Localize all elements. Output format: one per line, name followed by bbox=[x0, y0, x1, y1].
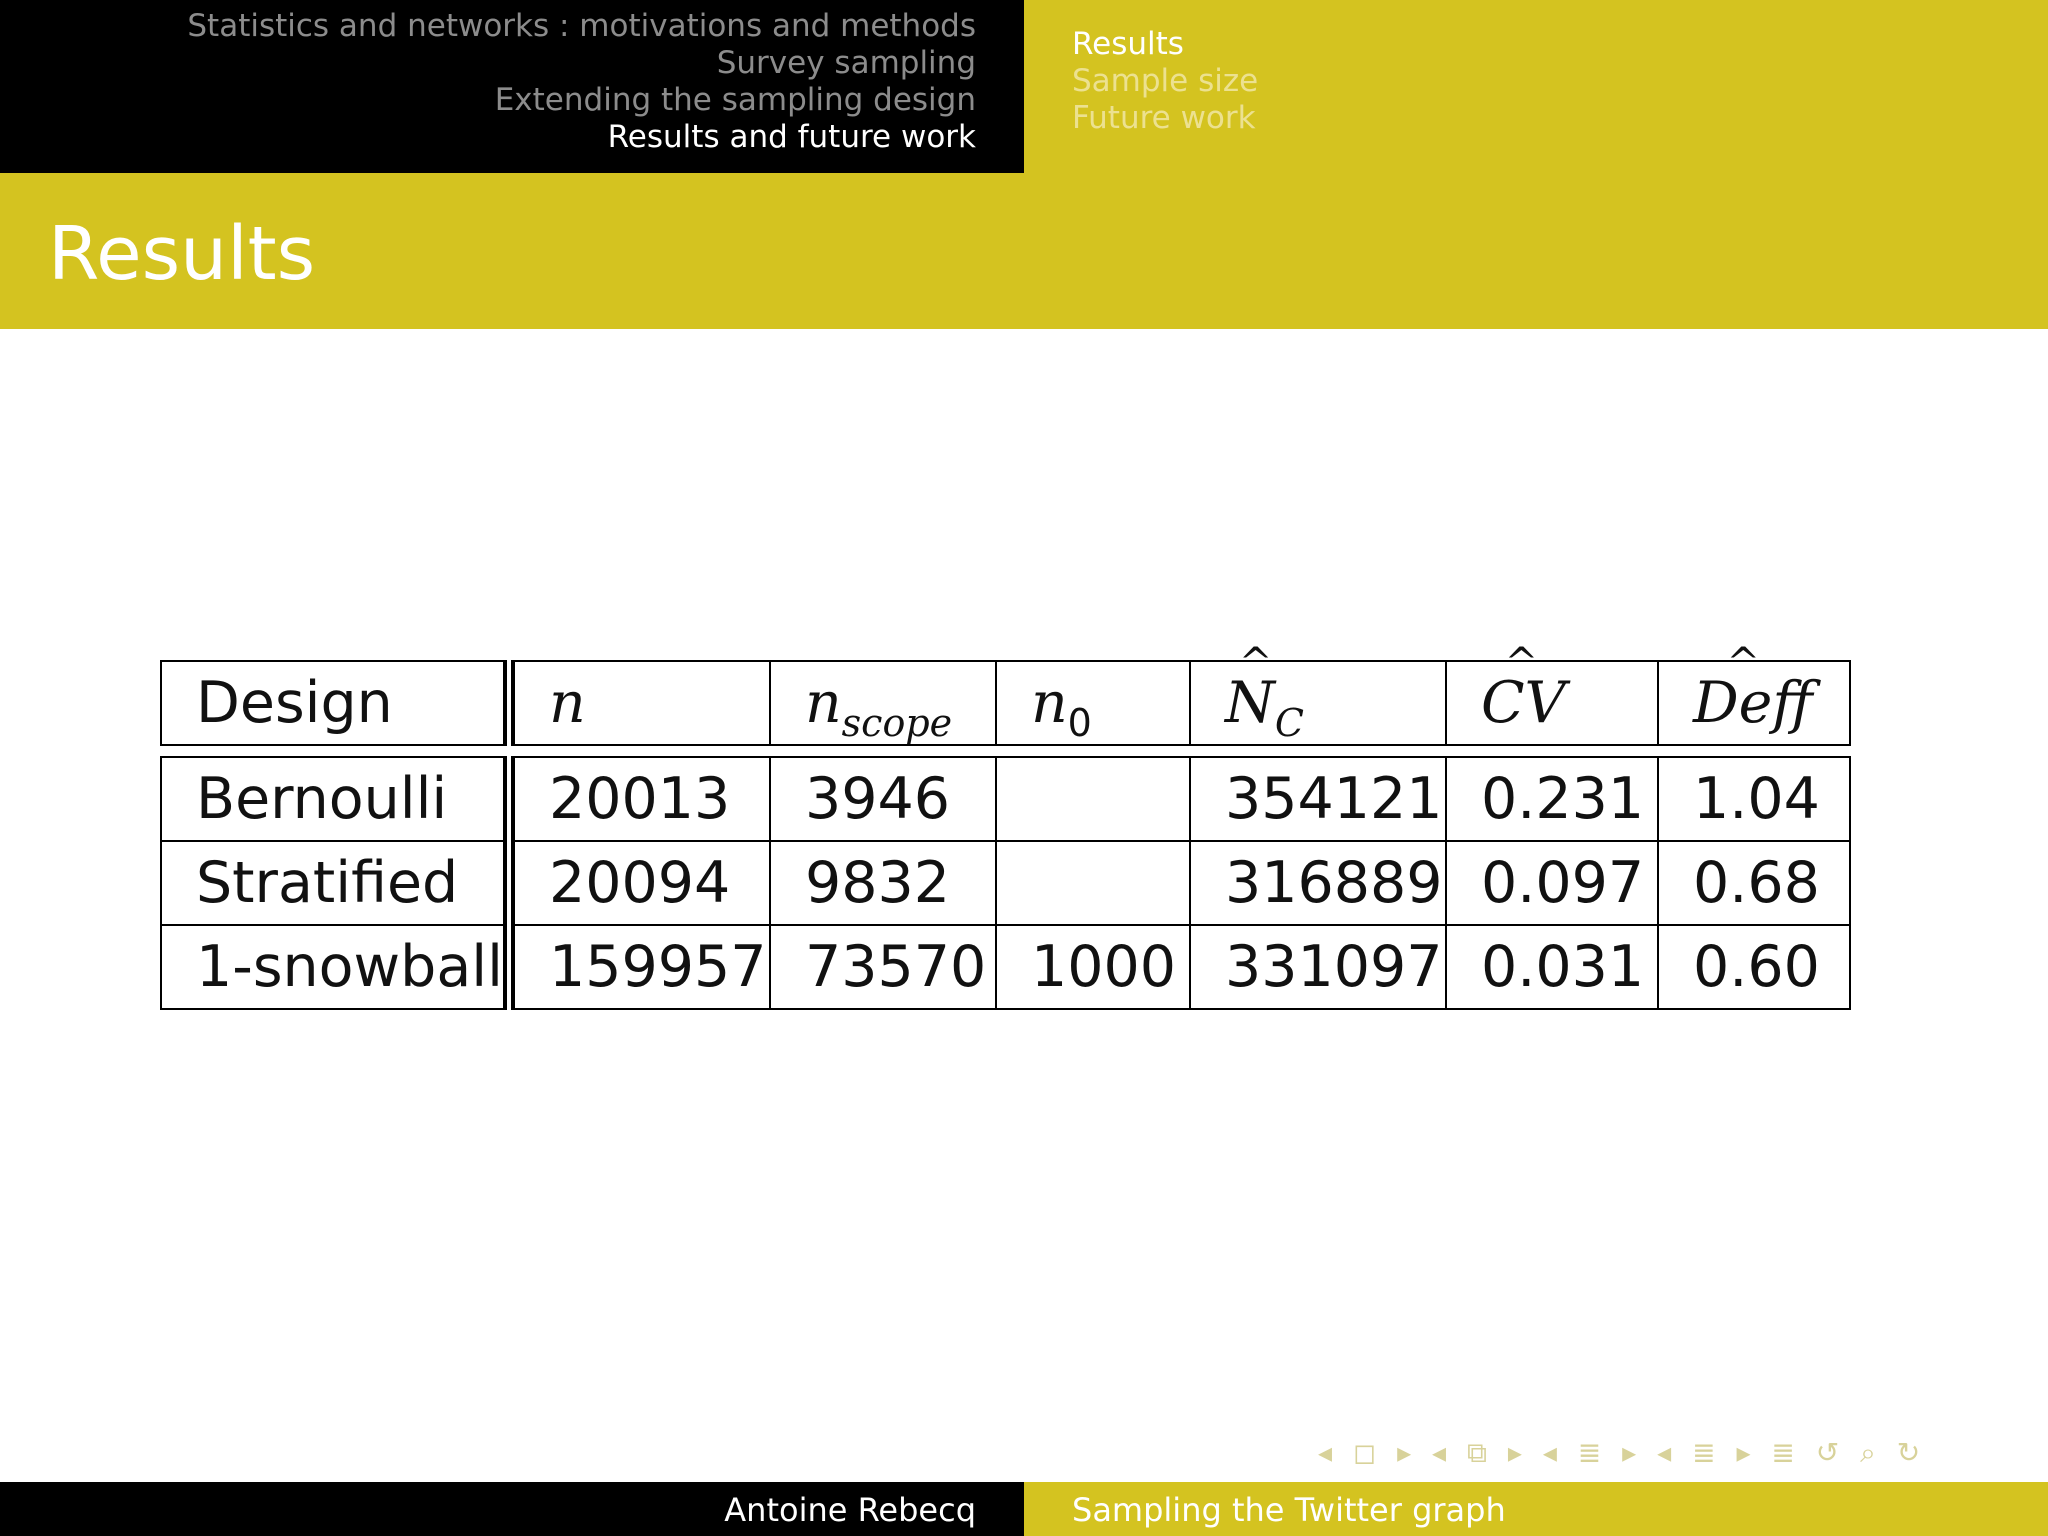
header-n-scope-sub: scope bbox=[841, 701, 953, 745]
cell-n: 20013 bbox=[509, 757, 770, 841]
header-cv-symbol: ^ CV bbox=[1481, 670, 1566, 736]
header-n0-sub: 0 bbox=[1067, 701, 1092, 745]
cell-design: 1-snowball bbox=[161, 925, 509, 1009]
header-nc-sub: C bbox=[1274, 701, 1304, 745]
section-link-survey-sampling[interactable]: Survey sampling bbox=[716, 45, 976, 81]
header-cv bbox=[1446, 661, 1658, 745]
footer-author: Antoine Rebecq bbox=[724, 1491, 976, 1529]
cell-deff: 1.04 bbox=[1658, 757, 1850, 841]
results-table bbox=[160, 660, 1851, 1010]
header-n bbox=[509, 661, 770, 745]
subsection-link-sample-size[interactable]: Sample size bbox=[1072, 63, 1259, 99]
header-nc bbox=[1190, 661, 1446, 745]
header-n-scope bbox=[770, 661, 996, 745]
cell-n-scope: 73570 bbox=[770, 925, 996, 1009]
section-link-statistics[interactable]: Statistics and networks : motivations and methods bbox=[187, 8, 976, 44]
footer-author-panel bbox=[0, 1482, 1024, 1536]
cell-n-scope: 9832 bbox=[770, 841, 996, 925]
cell-deff: 0.60 bbox=[1658, 925, 1850, 1009]
cell-cv: 0.031 bbox=[1446, 925, 1658, 1009]
header-subsections-panel bbox=[1024, 0, 2048, 173]
slide-title: Results bbox=[48, 211, 316, 297]
subsection-link-future-work[interactable]: Future work bbox=[1072, 100, 1256, 136]
cell-cv: 0.097 bbox=[1446, 841, 1658, 925]
beamer-navigation-icons[interactable]: ◂ ◻ ▸ ◂ ⧉ ▸ ◂ ≣ ▸ ◂ ≣ ▸ ≣ ↺ ⌕ ↻ bbox=[1318, 1436, 1927, 1469]
table-row bbox=[161, 841, 1850, 925]
header-separator-cell bbox=[161, 745, 1850, 757]
subsection-nav bbox=[1072, 26, 1258, 137]
cell-n0 bbox=[996, 841, 1190, 925]
header-n0 bbox=[996, 661, 1190, 745]
cell-n: 159957 bbox=[509, 925, 770, 1009]
header-n-scope-base: n bbox=[804, 670, 842, 736]
cell-deff: 0.68 bbox=[1658, 841, 1850, 925]
cell-n-scope: 3946 bbox=[770, 757, 996, 841]
section-link-extending-design[interactable]: Extending the sampling design bbox=[494, 82, 976, 118]
table-row bbox=[161, 925, 1850, 1009]
cell-nc: 316889 bbox=[1190, 841, 1446, 925]
cell-nc: 354121 bbox=[1190, 757, 1446, 841]
cell-n: 20094 bbox=[509, 841, 770, 925]
header-n-symbol: n bbox=[548, 670, 586, 736]
cell-design: Stratified bbox=[161, 841, 509, 925]
table-row bbox=[161, 757, 1850, 841]
subsection-link-results[interactable]: Results bbox=[1072, 26, 1184, 62]
cell-nc: 331097 bbox=[1190, 925, 1446, 1009]
header-n0-base: n bbox=[1030, 670, 1068, 736]
cell-n0 bbox=[996, 757, 1190, 841]
slide-title-bar bbox=[0, 173, 2048, 329]
cell-n0: 1000 bbox=[996, 925, 1190, 1009]
header-sections-panel bbox=[0, 0, 1024, 173]
table-header-row bbox=[161, 661, 1850, 745]
results-table-container bbox=[160, 660, 1851, 1010]
header-deff-symbol: ^ Deff bbox=[1693, 670, 1813, 736]
cell-design: Bernoulli bbox=[161, 757, 509, 841]
header-separator bbox=[161, 745, 1850, 757]
section-nav bbox=[187, 8, 976, 156]
header-deff bbox=[1658, 661, 1850, 745]
footer-title-panel bbox=[1024, 1482, 2048, 1536]
header-design: Design bbox=[161, 661, 509, 745]
footer-talk-title: Sampling the Twitter graph bbox=[1072, 1491, 1506, 1529]
header-nc-base: ^ N bbox=[1225, 670, 1275, 736]
section-link-results-future[interactable]: Results and future work bbox=[607, 119, 976, 155]
cell-cv: 0.231 bbox=[1446, 757, 1658, 841]
